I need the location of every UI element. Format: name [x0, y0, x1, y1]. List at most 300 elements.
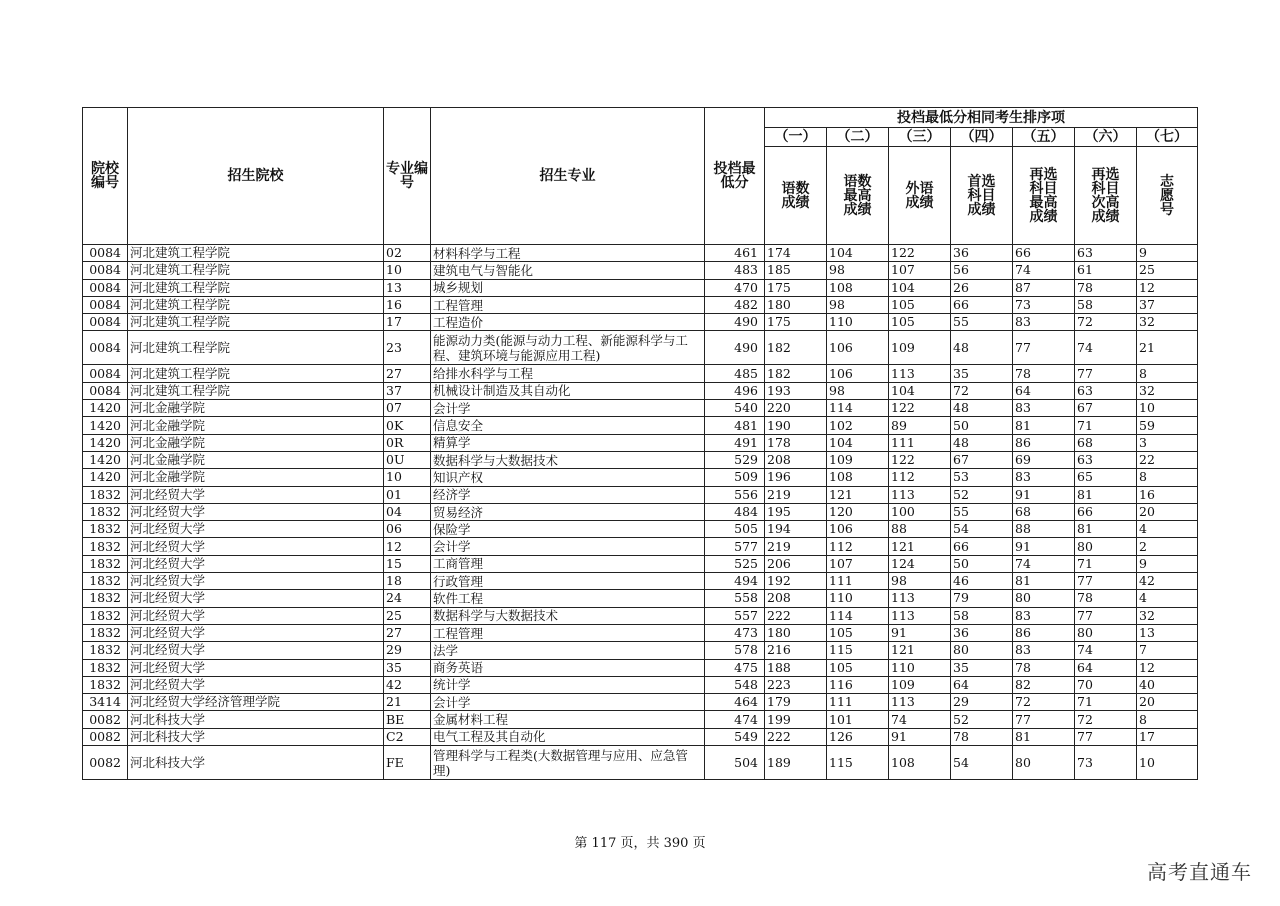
table-row	[83, 469, 1198, 486]
cell-tb-5: 72	[1013, 694, 1075, 711]
cell-tb-3: 91	[889, 624, 951, 641]
cell-tb-6: 73	[1075, 746, 1137, 780]
cell-tb-3: 113	[889, 694, 951, 711]
cell-major-name: 工程管理	[431, 624, 705, 641]
cell-major-name: 统计学	[431, 676, 705, 693]
cell-school-code: 0084	[83, 262, 128, 279]
cell-tb-5: 83	[1013, 400, 1075, 417]
cell-tb-4: 29	[951, 694, 1013, 711]
header-tb-num: （二）	[827, 128, 889, 147]
cell-tb-7: 9	[1137, 245, 1198, 262]
cell-tb-1: 175	[765, 314, 827, 331]
cell-school-code: 1420	[83, 451, 128, 468]
cell-tb-5: 91	[1013, 486, 1075, 503]
cell-school-name: 河北经贸大学	[128, 555, 384, 572]
cell-school-code: 1832	[83, 607, 128, 624]
cell-tb-3: 111	[889, 434, 951, 451]
table-row	[83, 676, 1198, 693]
cell-tb-1: 193	[765, 382, 827, 399]
cell-tb-7: 22	[1137, 451, 1198, 468]
cell-tb-5: 68	[1013, 503, 1075, 520]
cell-tb-3: 110	[889, 659, 951, 676]
cell-tb-2: 106	[827, 365, 889, 382]
cell-tb-1: 219	[765, 538, 827, 555]
cell-school-code: 3414	[83, 694, 128, 711]
cell-school-name: 河北科技大学	[128, 728, 384, 745]
cell-tb-2: 121	[827, 486, 889, 503]
cell-tb-7: 7	[1137, 642, 1198, 659]
cell-tb-6: 77	[1075, 607, 1137, 624]
cell-tb-4: 78	[951, 728, 1013, 745]
cell-school-code: 1420	[83, 417, 128, 434]
cell-tb-7: 59	[1137, 417, 1198, 434]
cell-major-code: 12	[384, 538, 431, 555]
cell-tb-5: 73	[1013, 296, 1075, 313]
cell-school-code: 0084	[83, 245, 128, 262]
cell-min-score: 548	[705, 676, 765, 693]
table-row	[83, 296, 1198, 313]
cell-tb-7: 4	[1137, 590, 1198, 607]
table-row	[83, 382, 1198, 399]
cell-school-code: 0082	[83, 746, 128, 780]
cell-tb-3: 107	[889, 262, 951, 279]
cell-tb-1: 223	[765, 676, 827, 693]
cell-tb-4: 50	[951, 555, 1013, 572]
table-row	[83, 365, 1198, 382]
cell-min-score: 557	[705, 607, 765, 624]
header-tb-num: （六）	[1075, 128, 1137, 147]
cell-tb-4: 53	[951, 469, 1013, 486]
cell-school-code: 1420	[83, 400, 128, 417]
cell-tb-7: 16	[1137, 486, 1198, 503]
cell-min-score: 481	[705, 417, 765, 434]
cell-tb-2: 126	[827, 728, 889, 745]
cell-tb-5: 74	[1013, 262, 1075, 279]
cell-tb-1: 208	[765, 590, 827, 607]
cell-min-score: 549	[705, 728, 765, 745]
cell-tb-2: 111	[827, 573, 889, 590]
table-row	[83, 417, 1198, 434]
cell-tb-3: 91	[889, 728, 951, 745]
cell-major-name: 工程造价	[431, 314, 705, 331]
cell-tb-3: 104	[889, 382, 951, 399]
cell-tb-6: 71	[1075, 694, 1137, 711]
table-row	[83, 279, 1198, 296]
cell-tb-4: 46	[951, 573, 1013, 590]
cell-tb-4: 64	[951, 676, 1013, 693]
admission-table	[82, 107, 1198, 780]
cell-tb-4: 58	[951, 607, 1013, 624]
cell-school-name: 河北建筑工程学院	[128, 279, 384, 296]
cell-tb-4: 56	[951, 262, 1013, 279]
cell-tb-5: 80	[1013, 590, 1075, 607]
cell-tb-4: 36	[951, 624, 1013, 641]
cell-tb-1: 195	[765, 503, 827, 520]
cell-major-name: 数据科学与大数据技术	[431, 607, 705, 624]
cell-tb-2: 110	[827, 590, 889, 607]
cell-major-name: 信息安全	[431, 417, 705, 434]
cell-school-code: 0084	[83, 382, 128, 399]
cell-tb-1: 192	[765, 573, 827, 590]
table-row	[83, 746, 1198, 780]
cell-tb-5: 74	[1013, 555, 1075, 572]
cell-tb-1: 175	[765, 279, 827, 296]
cell-min-score: 525	[705, 555, 765, 572]
cell-school-name: 河北经贸大学	[128, 676, 384, 693]
cell-major-code: 06	[384, 521, 431, 538]
table-row	[83, 503, 1198, 520]
table-row	[83, 434, 1198, 451]
cell-major-name: 数据科学与大数据技术	[431, 451, 705, 468]
cell-major-code: FE	[384, 746, 431, 780]
cell-tb-6: 64	[1075, 659, 1137, 676]
cell-tb-4: 72	[951, 382, 1013, 399]
cell-tb-2: 98	[827, 296, 889, 313]
cell-tb-2: 106	[827, 521, 889, 538]
cell-tb-5: 81	[1013, 417, 1075, 434]
cell-tb-5: 66	[1013, 245, 1075, 262]
cell-major-code: 21	[384, 694, 431, 711]
cell-major-name: 知识产权	[431, 469, 705, 486]
cell-tb-4: 48	[951, 434, 1013, 451]
cell-major-code: 01	[384, 486, 431, 503]
cell-tb-7: 13	[1137, 624, 1198, 641]
cell-tb-2: 102	[827, 417, 889, 434]
cell-school-name: 河北科技大学	[128, 746, 384, 780]
cell-school-name: 河北经贸大学	[128, 642, 384, 659]
cell-tb-6: 65	[1075, 469, 1137, 486]
cell-major-code: 18	[384, 573, 431, 590]
header-tb-label: 语数成绩	[765, 147, 827, 245]
header-min-score: 投档最低分	[705, 108, 765, 245]
cell-min-score: 578	[705, 642, 765, 659]
cell-tb-6: 66	[1075, 503, 1137, 520]
cell-tb-6: 61	[1075, 262, 1137, 279]
cell-major-code: 0K	[384, 417, 431, 434]
cell-school-code: 0084	[83, 314, 128, 331]
cell-tb-7: 21	[1137, 331, 1198, 365]
cell-tb-4: 50	[951, 417, 1013, 434]
table-row	[83, 314, 1198, 331]
cell-tb-4: 55	[951, 503, 1013, 520]
cell-school-name: 河北金融学院	[128, 469, 384, 486]
cell-min-score: 558	[705, 590, 765, 607]
cell-school-code: 1832	[83, 486, 128, 503]
cell-tb-5: 88	[1013, 521, 1075, 538]
cell-school-code: 0084	[83, 331, 128, 365]
header-tb-num: （五）	[1013, 128, 1075, 147]
cell-min-score: 464	[705, 694, 765, 711]
cell-tb-2: 107	[827, 555, 889, 572]
cell-tb-5: 87	[1013, 279, 1075, 296]
header-tb-label: 首选科目成绩	[951, 147, 1013, 245]
cell-major-code: 04	[384, 503, 431, 520]
cell-tb-4: 54	[951, 746, 1013, 780]
cell-tb-5: 86	[1013, 434, 1075, 451]
cell-tb-6: 77	[1075, 728, 1137, 745]
cell-tb-1: 182	[765, 331, 827, 365]
cell-major-code: 10	[384, 262, 431, 279]
cell-tb-2: 108	[827, 469, 889, 486]
table-row	[83, 245, 1198, 262]
cell-major-name: 给排水科学与工程	[431, 365, 705, 382]
cell-major-code: 13	[384, 279, 431, 296]
cell-tb-6: 81	[1075, 486, 1137, 503]
cell-school-name: 河北经贸大学经济管理学院	[128, 694, 384, 711]
cell-tb-2: 104	[827, 245, 889, 262]
table-row	[83, 400, 1198, 417]
cell-tb-3: 122	[889, 400, 951, 417]
cell-tb-6: 63	[1075, 245, 1137, 262]
cell-school-name: 河北建筑工程学院	[128, 296, 384, 313]
cell-school-code: 1832	[83, 521, 128, 538]
cell-major-code: 0U	[384, 451, 431, 468]
cell-major-name: 工商管理	[431, 555, 705, 572]
table-row	[83, 555, 1198, 572]
cell-min-score: 529	[705, 451, 765, 468]
cell-tb-1: 189	[765, 746, 827, 780]
cell-tb-1: 206	[765, 555, 827, 572]
cell-min-score: 490	[705, 314, 765, 331]
cell-major-name: 法学	[431, 642, 705, 659]
cell-school-name: 河北经贸大学	[128, 486, 384, 503]
cell-tb-2: 115	[827, 746, 889, 780]
cell-major-code: 24	[384, 590, 431, 607]
cell-major-name: 电气工程及其自动化	[431, 728, 705, 745]
cell-tb-1: 220	[765, 400, 827, 417]
cell-tb-3: 105	[889, 314, 951, 331]
cell-tb-6: 80	[1075, 624, 1137, 641]
cell-tb-4: 48	[951, 400, 1013, 417]
cell-tb-1: 185	[765, 262, 827, 279]
cell-tb-4: 52	[951, 711, 1013, 728]
cell-school-name: 河北建筑工程学院	[128, 365, 384, 382]
cell-tb-5: 86	[1013, 624, 1075, 641]
cell-tb-2: 116	[827, 676, 889, 693]
cell-tb-2: 108	[827, 279, 889, 296]
cell-tb-4: 26	[951, 279, 1013, 296]
cell-tb-4: 66	[951, 296, 1013, 313]
cell-tb-2: 114	[827, 607, 889, 624]
cell-tb-3: 74	[889, 711, 951, 728]
cell-tb-1: 179	[765, 694, 827, 711]
cell-tb-1: 194	[765, 521, 827, 538]
page-number: 第 117 页，共 390 页	[574, 836, 706, 851]
table-row	[83, 331, 1198, 365]
cell-school-code: 1420	[83, 469, 128, 486]
cell-tb-3: 104	[889, 279, 951, 296]
cell-tb-1: 216	[765, 642, 827, 659]
cell-school-code: 1832	[83, 538, 128, 555]
cell-tb-3: 113	[889, 365, 951, 382]
table-row	[83, 624, 1198, 641]
cell-tb-6: 81	[1075, 521, 1137, 538]
cell-tb-4: 55	[951, 314, 1013, 331]
cell-tb-7: 8	[1137, 469, 1198, 486]
cell-major-code: 10	[384, 469, 431, 486]
cell-min-score: 475	[705, 659, 765, 676]
cell-major-code: 29	[384, 642, 431, 659]
cell-tb-4: 35	[951, 365, 1013, 382]
cell-tb-2: 115	[827, 642, 889, 659]
table-row	[83, 521, 1198, 538]
cell-min-score: 484	[705, 503, 765, 520]
cell-tb-6: 68	[1075, 434, 1137, 451]
cell-tb-6: 71	[1075, 417, 1137, 434]
cell-min-score: 461	[705, 245, 765, 262]
cell-major-name: 经济学	[431, 486, 705, 503]
cell-tb-7: 3	[1137, 434, 1198, 451]
header-tb-label: 语数最高成绩	[827, 147, 889, 245]
cell-tb-6: 77	[1075, 573, 1137, 590]
cell-tb-7: 17	[1137, 728, 1198, 745]
cell-school-name: 河北金融学院	[128, 417, 384, 434]
cell-tb-5: 83	[1013, 642, 1075, 659]
cell-tb-7: 10	[1137, 746, 1198, 780]
cell-tb-3: 113	[889, 607, 951, 624]
cell-tb-3: 122	[889, 245, 951, 262]
cell-school-code: 1420	[83, 434, 128, 451]
cell-tb-1: 219	[765, 486, 827, 503]
cell-tb-4: 35	[951, 659, 1013, 676]
cell-school-name: 河北经贸大学	[128, 624, 384, 641]
cell-min-score: 505	[705, 521, 765, 538]
cell-major-name: 城乡规划	[431, 279, 705, 296]
cell-tb-5: 82	[1013, 676, 1075, 693]
cell-min-score: 470	[705, 279, 765, 296]
cell-major-code: 23	[384, 331, 431, 365]
cell-tb-2: 114	[827, 400, 889, 417]
cell-tb-6: 74	[1075, 331, 1137, 365]
cell-tb-3: 105	[889, 296, 951, 313]
cell-tb-5: 81	[1013, 728, 1075, 745]
table-row	[83, 451, 1198, 468]
cell-major-name: 金属材料工程	[431, 711, 705, 728]
cell-tb-6: 74	[1075, 642, 1137, 659]
cell-tb-5: 69	[1013, 451, 1075, 468]
cell-school-name: 河北建筑工程学院	[128, 314, 384, 331]
table-row	[83, 694, 1198, 711]
header-major-code: 专业编号	[384, 108, 431, 245]
cell-tb-7: 32	[1137, 314, 1198, 331]
cell-tb-2: 105	[827, 659, 889, 676]
cell-tb-7: 32	[1137, 382, 1198, 399]
cell-tb-4: 48	[951, 331, 1013, 365]
cell-tb-1: 178	[765, 434, 827, 451]
cell-tb-3: 121	[889, 642, 951, 659]
cell-tb-4: 79	[951, 590, 1013, 607]
cell-school-code: 1832	[83, 676, 128, 693]
cell-major-name: 行政管理	[431, 573, 705, 590]
cell-school-code: 1832	[83, 590, 128, 607]
cell-tb-7: 8	[1137, 711, 1198, 728]
table-row	[83, 486, 1198, 503]
cell-school-name: 河北金融学院	[128, 434, 384, 451]
cell-major-name: 工程管理	[431, 296, 705, 313]
cell-tb-7: 12	[1137, 279, 1198, 296]
header-school-code: 院校编号	[83, 108, 128, 245]
cell-tb-1: 222	[765, 728, 827, 745]
cell-school-code: 1832	[83, 555, 128, 572]
cell-major-name: 能源动力类(能源与动力工程、新能源科学与工程、建筑环境与能源应用工程)	[431, 331, 705, 365]
cell-tb-5: 83	[1013, 607, 1075, 624]
cell-tb-7: 20	[1137, 694, 1198, 711]
cell-min-score: 482	[705, 296, 765, 313]
cell-school-name: 河北建筑工程学院	[128, 331, 384, 365]
cell-tb-2: 98	[827, 382, 889, 399]
cell-tb-5: 77	[1013, 331, 1075, 365]
table-row	[83, 607, 1198, 624]
cell-school-name: 河北金融学院	[128, 451, 384, 468]
table-header	[83, 108, 1198, 245]
header-tb-num: （三）	[889, 128, 951, 147]
cell-tb-7: 12	[1137, 659, 1198, 676]
cell-tb-7: 2	[1137, 538, 1198, 555]
cell-major-code: 37	[384, 382, 431, 399]
cell-school-code: 1832	[83, 659, 128, 676]
cell-tb-3: 100	[889, 503, 951, 520]
cell-major-name: 贸易经济	[431, 503, 705, 520]
cell-tb-3: 88	[889, 521, 951, 538]
header-tb-label: 再选科目次高成绩	[1075, 147, 1137, 245]
cell-school-code: 0084	[83, 365, 128, 382]
cell-school-name: 河北科技大学	[128, 711, 384, 728]
cell-major-code: C2	[384, 728, 431, 745]
cell-tb-3: 89	[889, 417, 951, 434]
cell-tb-2: 110	[827, 314, 889, 331]
table-row	[83, 642, 1198, 659]
cell-min-score: 494	[705, 573, 765, 590]
cell-major-name: 保险学	[431, 521, 705, 538]
cell-major-name: 管理科学与工程类(大数据管理与应用、应急管理)	[431, 746, 705, 780]
cell-major-code: BE	[384, 711, 431, 728]
cell-tb-2: 98	[827, 262, 889, 279]
cell-tb-3: 98	[889, 573, 951, 590]
cell-tb-2: 106	[827, 331, 889, 365]
cell-major-name: 材料科学与工程	[431, 245, 705, 262]
cell-major-code: 17	[384, 314, 431, 331]
cell-major-code: 07	[384, 400, 431, 417]
cell-school-name: 河北经贸大学	[128, 590, 384, 607]
cell-tb-1: 182	[765, 365, 827, 382]
cell-min-score: 474	[705, 711, 765, 728]
cell-major-name: 精算学	[431, 434, 705, 451]
cell-tb-3: 113	[889, 590, 951, 607]
cell-tb-3: 124	[889, 555, 951, 572]
cell-major-code: 27	[384, 365, 431, 382]
cell-tb-6: 72	[1075, 314, 1137, 331]
cell-major-code: 25	[384, 607, 431, 624]
table-row	[83, 659, 1198, 676]
cell-tb-5: 78	[1013, 365, 1075, 382]
cell-school-code: 0082	[83, 728, 128, 745]
header-tb-num: （四）	[951, 128, 1013, 147]
cell-tb-1: 199	[765, 711, 827, 728]
cell-tb-7: 37	[1137, 296, 1198, 313]
cell-major-code: 02	[384, 245, 431, 262]
cell-tb-3: 121	[889, 538, 951, 555]
cell-tb-3: 108	[889, 746, 951, 780]
cell-major-code: 35	[384, 659, 431, 676]
cell-tb-1: 180	[765, 624, 827, 641]
cell-tb-5: 78	[1013, 659, 1075, 676]
cell-tb-2: 109	[827, 451, 889, 468]
cell-tb-7: 32	[1137, 607, 1198, 624]
cell-major-name: 会计学	[431, 538, 705, 555]
cell-tb-6: 58	[1075, 296, 1137, 313]
cell-tb-5: 81	[1013, 573, 1075, 590]
cell-tb-7: 9	[1137, 555, 1198, 572]
